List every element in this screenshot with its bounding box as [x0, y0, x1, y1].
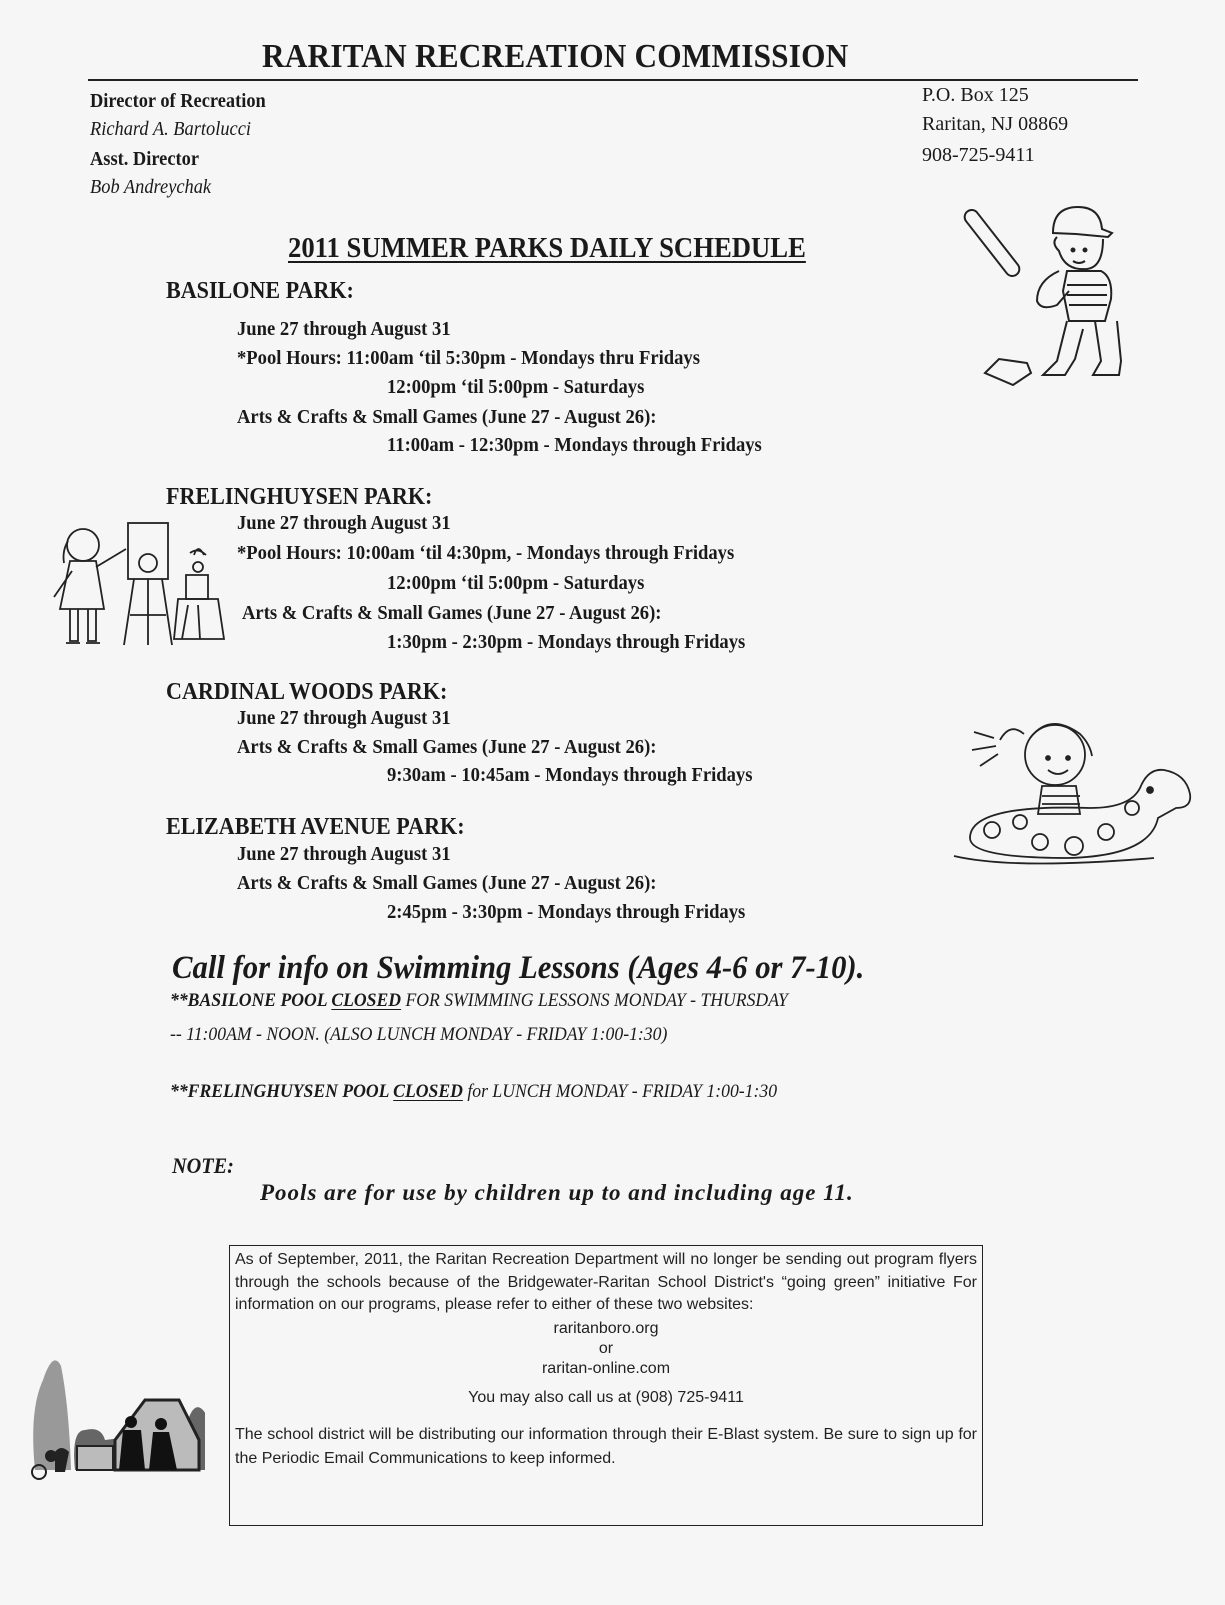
schedule-title: 2011 SUMMER PARKS DAILY SCHEDULE [288, 232, 806, 264]
frelinghuysen-pool-saturday: 12:00pm ‘til 5:00pm - Saturdays [387, 572, 645, 594]
commission-title: RARITAN RECREATION COMMISSION [262, 38, 849, 75]
website-raritan-online[interactable]: raritan-online.com [541, 1359, 671, 1377]
note-text: Pools are for use by children up to and including age 11. [260, 1180, 854, 1205]
frelinghuysen-closed-prefix: **FRELINGHUYSEN POOL [170, 1081, 394, 1102]
girl-painting-illustration [38, 515, 238, 665]
website-list [235, 1319, 977, 1379]
director-label: Director of Recreation [90, 90, 266, 112]
basilone-dates: June 27 through August 31 [237, 318, 451, 340]
asst-director-name: Bob Andreychak [90, 176, 212, 198]
basilone-closed-note [170, 990, 788, 1012]
frelinghuysen-closed-note [170, 1081, 777, 1103]
website-or: or [598, 1339, 614, 1357]
cardinal-woods-arts-crafts: Arts & Crafts & Small Games (June 27 - August 26): [237, 736, 657, 758]
elizabeth-avenue-arts-crafts: Arts & Crafts & Small Games (June 27 - August 26): [237, 872, 657, 894]
basilone-closed-note-line2: -- 11:00AM - NOON. (ALSO LUNCH MONDAY - FRIDAY 1:00-1:30) [170, 1024, 668, 1045]
park-name-frelinghuysen: FRELINGHUYSEN PARK: [166, 484, 433, 510]
cardinal-woods-dates: June 27 through August 31 [237, 707, 451, 729]
swimming-lessons-callout: Call for info on Swimming Lessons (Ages 4-6 or 7-10). [172, 950, 865, 986]
asst-director-label: Asst. Director [90, 148, 200, 170]
elizabeth-avenue-dates: June 27 through August 31 [237, 843, 451, 865]
park-name-elizabeth-avenue: ELIZABETH AVENUE PARK: [166, 814, 465, 840]
basilone-pool-saturday: 12:00pm ‘til 5:00pm - Saturdays [387, 376, 645, 398]
basilone-closed-rest: FOR SWIMMING LESSONS MONDAY - THURSDAY [401, 990, 788, 1011]
baseball-boy-illustration [955, 195, 1205, 395]
address-line1: P.O. Box 125 [922, 84, 1029, 106]
title-divider [88, 79, 1138, 81]
cardinal-woods-arts-hours: 9:30am - 10:45am - Mondays through Fridays [387, 764, 753, 786]
basilone-arts-crafts: Arts & Crafts & Small Games (June 27 - August 26): [237, 406, 657, 428]
park-name-cardinal-woods: CARDINAL WOODS PARK: [166, 679, 448, 705]
frelinghuysen-pool-weekday: *Pool Hours: 10:00am ‘til 4:30pm, - Mondays through Fridays [237, 542, 735, 564]
director-name: Richard A. Bartolucci [90, 118, 251, 140]
eblast-text: The school district will be distributing our information through their E-Blast system. Be sure to sign up for the Periodic Email Communications to keep informed. [235, 1426, 977, 1467]
phone-number: 908-725-9411 [922, 144, 1035, 166]
frelinghuysen-dates: June 27 through August 31 [237, 512, 451, 534]
call-us-text: You may also call us at (908) 725-9411 [468, 1388, 744, 1406]
frelinghuysen-closed-rest: for LUNCH MONDAY - FRIDAY 1:00-1:30 [462, 1081, 778, 1102]
info-box [229, 1245, 983, 1526]
info-paragraph: As of September, 2011, the Raritan Recreation Department will no longer be sending out program flyers through the schools because of the Bridgewater-Raritan School District's “going green” initiative For information on our programs, please refer to either of these two websites: [235, 1251, 977, 1313]
playground-silhouette-illustration [15, 1340, 205, 1480]
frelinghuysen-closed-word: CLOSED [393, 1081, 463, 1102]
elizabeth-avenue-arts-hours: 2:45pm - 3:30pm - Mondays through Fridays [387, 901, 746, 923]
frelinghuysen-arts-hours: 1:30pm - 2:30pm - Mondays through Fridays [387, 631, 746, 653]
basilone-closed-prefix: **BASILONE POOL [170, 990, 332, 1011]
basilone-arts-hours: 11:00am - 12:30pm - Mondays through Fridays [387, 434, 762, 456]
frelinghuysen-arts-crafts: Arts & Crafts & Small Games (June 27 - August 26): [242, 602, 662, 624]
note-label: NOTE: [172, 1153, 234, 1178]
address-line2: Raritan, NJ 08869 [922, 113, 1069, 135]
girl-in-float-illustration [950, 710, 1200, 880]
basilone-closed-word: CLOSED [331, 990, 402, 1011]
website-raritanboro[interactable]: raritanboro.org [553, 1319, 659, 1337]
park-name-basilone: BASILONE PARK: [166, 278, 354, 304]
basilone-pool-weekday: *Pool Hours: 11:00am ‘til 5:30pm - Mondays thru Fridays [237, 347, 700, 369]
